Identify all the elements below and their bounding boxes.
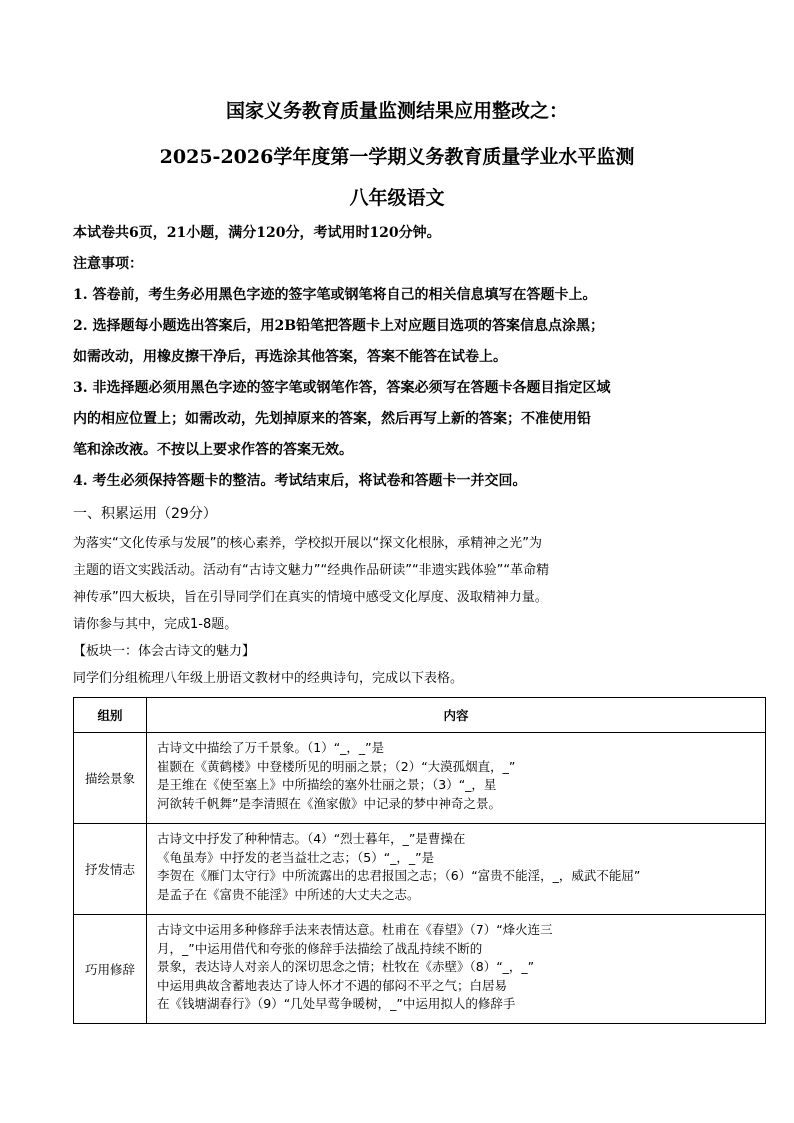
intro-line: 为落实“文化传承与发展”的核心素养，学校拟开展以“探文化根脉，承精神之光”为: [73, 536, 542, 551]
content-line: 崔颢在《黄鹤楼》中登楼所见的明丽之景；（2）“大漠孤烟直，_”: [157, 758, 516, 774]
content-line: 在《钱塘湖春行》（9）“几处早莺争暖树，_”中运用拟人的修辞手: [157, 996, 516, 1011]
table-row: [74, 733, 766, 824]
content-line: 景象，表达诗人对亲人的深切思念之情；杜牧在《赤壁》（8）“_，_”: [157, 959, 535, 974]
block-heading: 【板块一：体会古诗文的魅力】: [73, 644, 256, 659]
table-row: [74, 915, 766, 1024]
block-intro: 同学们分组梳理八年级上册语文教材中的经典诗句，完成以下表格。: [73, 671, 464, 686]
table-row: [74, 824, 766, 915]
note-line: 1. 答卷前，考生务必用黑色字迹的签字笔或钢笔将自己的相关信息填写在答题卡上。: [73, 287, 597, 303]
content-line: 是孟子在《富贵不能淫》中所述的大丈夫之志。: [157, 886, 420, 902]
group-cell: 巧用修辞: [74, 915, 147, 1024]
content-line: 河欲转千帆舞”是李清照在《渔家傲》中记录的梦中神奇之景。: [157, 795, 501, 811]
note-line: 内的相应位置上；如需改动，先划掉原来的答案，然后再写上新的答案；不准使用铅: [73, 411, 591, 427]
note-line: 3. 非选择题必须用黑色字迹的签字笔或钢笔作答，答案必须写在答题卡各题目指定区域: [73, 380, 611, 396]
content-cell: [147, 824, 766, 915]
poetry-table: [73, 697, 766, 1024]
group-cell: 描绘景象: [74, 733, 147, 824]
content-cell: [147, 915, 766, 1024]
content-line: 月，_”中运用借代和夸张的修辞手法描绘了战乱持续不断的: [157, 940, 483, 956]
notes-heading: 注意事项：: [73, 256, 143, 272]
content-line: 古诗文中抒发了种种情志。（4）“烈士暮年，_”是曹操在: [157, 831, 466, 846]
content-line: 中运用典故含蓄地表达了诗人怀才不遇的郁闷不平之气；白居易: [157, 977, 508, 993]
note-line: 4. 考生必须保持答题卡的整洁。考试结束后，将试卷和答题卡一并交回。: [73, 473, 527, 489]
content-line: 是王维在《使至塞上》中所描绘的塞外壮丽之景；（3）“_，星: [157, 777, 497, 792]
header-content: 内容: [147, 698, 766, 733]
exam-info: 本试卷共6页，21小题，满分120分，考试用时120分钟。: [73, 225, 441, 241]
content-line: 古诗文中描绘了万千景象。（1）“_，_”是: [157, 740, 385, 755]
content-line: 李贺在《雁门太守行》中所流露出的忠君报国之志；（6）“富贵不能淫，_，威武不能屈”: [157, 868, 641, 883]
header-group: 组别: [74, 698, 147, 733]
table-header-row: [74, 698, 766, 733]
note-line: 如需改动，用橡皮擦干净后，再选涂其他答案，答案不能答在试卷上。: [73, 349, 507, 365]
intro-line: 主题的语文实践活动。活动有“古诗文魅力”“经典作品研读”“非遗实践体验”“革命精: [73, 563, 550, 578]
content-cell: [147, 733, 766, 824]
group-cell: 抒发情志: [74, 824, 147, 915]
intro-line: 请你参与其中，完成1-8题。: [73, 617, 238, 632]
section-heading: 一、积累运用（29分）: [73, 506, 217, 522]
note-line: 笔和涂改液。不按以上要求作答的答案无效。: [73, 442, 353, 458]
exam-title-subject: 八年级语文: [349, 187, 445, 209]
content-line: 古诗文中运用多种修辞手法来表情达意。杜甫在《春望》（7）“烽火连三: [157, 922, 553, 937]
intro-line: 神传承”四大板块，旨在引导同学们在真实的情境中感受文化厚度、汲取精神力量。: [73, 590, 548, 605]
content-line: 《龟虽寿》中抒发的老当益壮之志；（5）“_，_”是: [157, 849, 435, 865]
note-line: 2. 选择题每小题选出答案后，用2B铅笔把答题卡上对应题目选项的答案信息点涂黑；: [73, 318, 605, 334]
exam-title-line2: 2025-2026学年度第一学期义务教育质量学业水平监测: [159, 146, 635, 168]
exam-title-line1: 国家义务教育质量监测结果应用整改之：: [225, 100, 568, 122]
